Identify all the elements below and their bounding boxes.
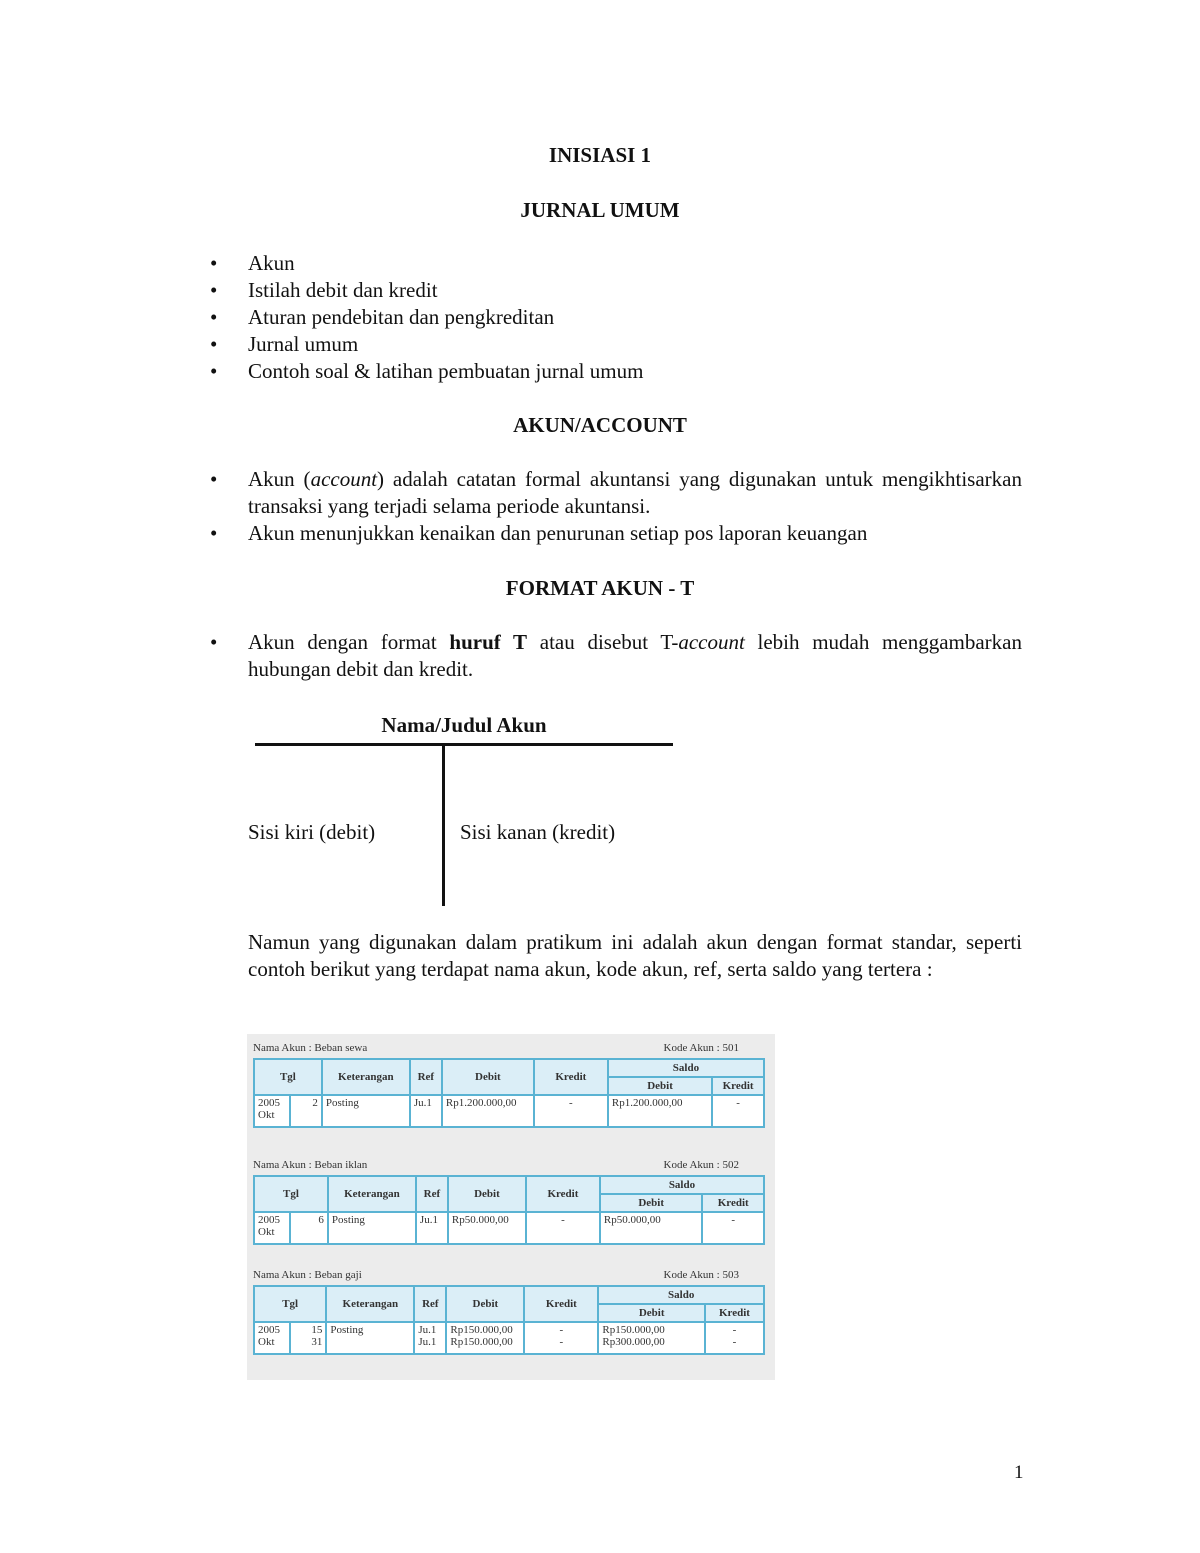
format-list <box>210 629 1022 683</box>
topic-list <box>210 250 1022 385</box>
ledger-beban-iklan <box>253 1157 765 1245</box>
list-item: • Istilah debit dan kredit <box>210 277 1022 304</box>
ledger-account-name: Nama Akun : Beban sewa <box>253 1042 368 1054</box>
table-row <box>254 1095 764 1127</box>
text-run: Akun ( <box>248 467 311 491</box>
column-header-saldo-debit: Debit <box>608 1077 712 1095</box>
cell-day: 6 <box>290 1212 328 1244</box>
document-subtitle: JURNAL UMUM <box>520 198 680 222</box>
text-run: Akun dengan format <box>248 630 450 654</box>
list-item <box>210 629 1022 683</box>
cell-saldo-kredit: - <box>712 1095 764 1127</box>
t-account-title: Nama/Judul Akun <box>381 713 547 737</box>
column-header-tgl: Tgl <box>254 1176 328 1212</box>
cell-keterangan: Posting <box>322 1095 410 1127</box>
text-run: huruf T <box>449 630 528 654</box>
akun-list <box>210 466 1022 547</box>
cell-debit: Rp150.000,00 Rp150.000,00 <box>446 1322 524 1354</box>
column-header-saldo-kredit: Kredit <box>702 1194 764 1212</box>
column-header-ref: Ref <box>414 1286 446 1322</box>
ledger-example-figure <box>247 1034 775 1380</box>
cell-debit: Rp50.000,00 <box>448 1212 526 1244</box>
ledger-account-code: Kode Akun : 502 <box>663 1159 739 1171</box>
ledger-account-code: Kode Akun : 503 <box>663 1269 739 1281</box>
cell-day: 2 <box>290 1095 322 1127</box>
ledger-beban-gaji <box>253 1267 765 1355</box>
column-header-keterangan: Keterangan <box>328 1176 416 1212</box>
column-header-ref: Ref <box>416 1176 448 1212</box>
column-header-keterangan: Keterangan <box>322 1059 410 1095</box>
page-number: 1 <box>1014 1462 1024 1483</box>
cell-ref: Ju.1 Ju.1 <box>414 1322 446 1354</box>
ledger-account-code: Kode Akun : 501 <box>663 1042 739 1054</box>
section-heading-format: FORMAT AKUN - T <box>505 576 695 600</box>
list-item <box>210 466 1022 520</box>
cell-kredit: - - <box>524 1322 598 1354</box>
body-paragraph: Namun yang digunakan dalam pratikum ini adalah akun dengan format standar, seperti contoh berikut yang terdapat nama akun, kode akun, ref, serta saldo yang tertera : <box>248 930 1022 981</box>
section-heading-akun: AKUN/ACCOUNT <box>513 413 687 437</box>
column-header-debit: Debit <box>448 1176 526 1212</box>
column-header-debit: Debit <box>442 1059 534 1095</box>
cell-year: 2005 Okt <box>254 1322 290 1354</box>
table-row <box>254 1322 764 1354</box>
cell-saldo-kredit: - <box>702 1212 764 1244</box>
column-header-saldo-kredit: Kredit <box>705 1304 764 1322</box>
column-header-saldo-debit: Debit <box>598 1304 705 1322</box>
t-account-horizontal-line <box>255 743 673 746</box>
cell-saldo-kredit: - - <box>705 1322 764 1354</box>
cell-year: 2005 Okt <box>254 1212 290 1244</box>
cell-keterangan: Posting <box>326 1322 414 1354</box>
column-header-ref: Ref <box>410 1059 442 1095</box>
list-item: • Akun menunjukkan kenaikan dan penurunan setiap pos laporan keuangan <box>210 520 1022 547</box>
column-header-saldo-debit: Debit <box>600 1194 702 1212</box>
column-header-tgl: Tgl <box>254 1059 322 1095</box>
list-item: • Jurnal umum <box>210 331 1022 358</box>
text-run: account <box>678 630 745 654</box>
column-header-kredit: Kredit <box>534 1059 608 1095</box>
cell-keterangan: Posting <box>328 1212 416 1244</box>
ledger-table <box>253 1058 765 1128</box>
cell-year: 2005 Okt <box>254 1095 290 1127</box>
text-run: ) adalah catatan formal akuntansi yang digunakan untuk mengikhtisarkan transaksi yang terjadi selama periode akuntansi. <box>248 467 1022 518</box>
t-account-right-label: Sisi kanan (kredit) <box>460 820 616 844</box>
cell-ref: Ju.1 <box>410 1095 442 1127</box>
t-account-vertical-line <box>442 746 445 906</box>
column-header-debit: Debit <box>446 1286 524 1322</box>
ledger-account-name: Nama Akun : Beban iklan <box>253 1159 368 1171</box>
list-item: • Akun <box>210 250 1022 277</box>
t-account-left-label: Sisi kiri (debit) <box>248 820 376 844</box>
table-row <box>254 1212 764 1244</box>
cell-saldo-debit: Rp50.000,00 <box>600 1212 702 1244</box>
ledger-beban-sewa <box>253 1040 765 1128</box>
column-header-saldo-kredit: Kredit <box>712 1077 764 1095</box>
ledger-table <box>253 1285 765 1355</box>
cell-saldo-debit: Rp1.200.000,00 <box>608 1095 712 1127</box>
text-run: account <box>310 467 378 491</box>
cell-debit: Rp1.200.000,00 <box>442 1095 534 1127</box>
cell-day: 15 31 <box>290 1322 326 1354</box>
text-run: atau disebut T- <box>527 630 679 654</box>
document-title: INISIASI 1 <box>548 143 652 167</box>
ledger-account-name: Nama Akun : Beban gaji <box>253 1269 362 1281</box>
column-header-kredit: Kredit <box>524 1286 598 1322</box>
cell-ref: Ju.1 <box>416 1212 448 1244</box>
column-header-keterangan: Keterangan <box>326 1286 414 1322</box>
column-header-saldo: Saldo <box>598 1286 764 1304</box>
cell-kredit: - <box>534 1095 608 1127</box>
column-header-saldo: Saldo <box>608 1059 764 1077</box>
cell-kredit: - <box>526 1212 600 1244</box>
column-header-kredit: Kredit <box>526 1176 600 1212</box>
cell-saldo-debit: Rp150.000,00 Rp300.000,00 <box>598 1322 705 1354</box>
ledger-table <box>253 1175 765 1245</box>
list-item: • Contoh soal & latihan pembuatan jurnal umum <box>210 358 1022 385</box>
list-item: • Aturan pendebitan dan pengkreditan <box>210 304 1022 331</box>
text-run: lebih mudah menggambarkan hubungan debit dan kredit. <box>248 630 1022 681</box>
column-header-tgl: Tgl <box>254 1286 326 1322</box>
column-header-saldo: Saldo <box>600 1176 764 1194</box>
